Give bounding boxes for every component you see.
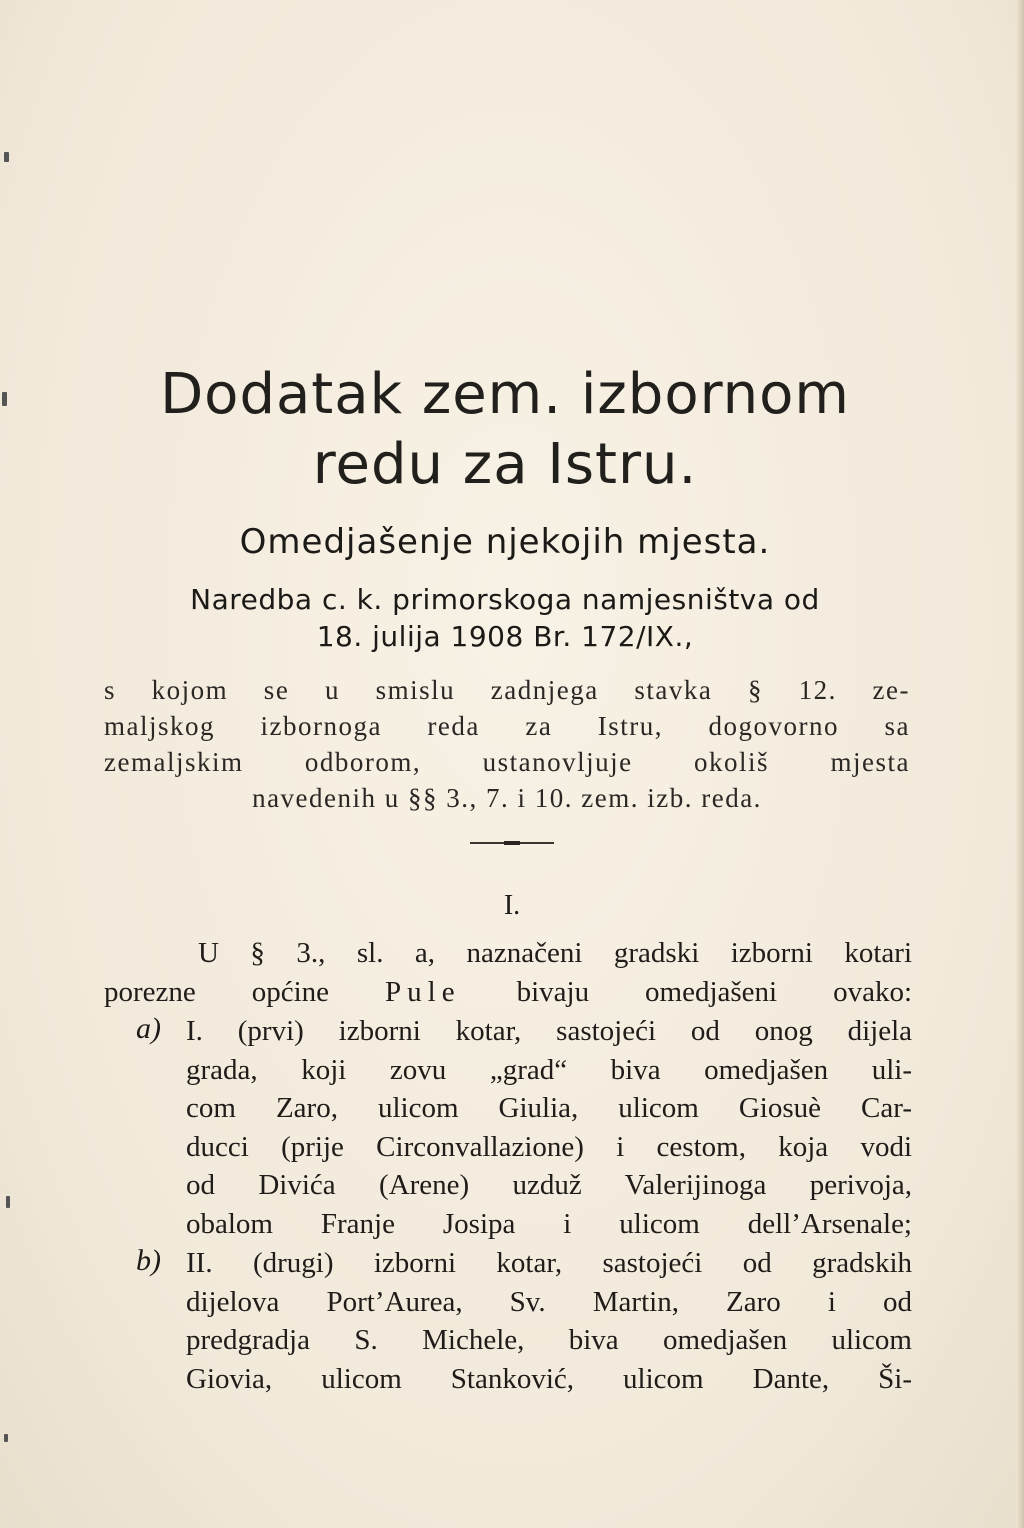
page-edge [1016, 0, 1024, 1528]
item-b-line: predgradja S. Michele, biva omedjašen ulicom [186, 1324, 912, 1357]
item-b-line: II. (drugi) izborni kotar, sastojeći od gradskih [186, 1247, 912, 1279]
margin-mark [4, 152, 9, 162]
margin-mark [4, 1434, 8, 1442]
decree-line-2: 18. julija 1908 Br. 172/IX., [316, 620, 694, 653]
item-a-line: I. (prvi) izborni kotar, sastojeći od onog dijela [186, 1015, 912, 1047]
item-a-paragraph [186, 1012, 912, 1244]
page-title-line-2: redu za Istru. [312, 432, 698, 497]
item-marker-b: b) [136, 1244, 161, 1277]
section-divider [470, 842, 554, 844]
item-a-line: od Divića (Arene) uzduž Valerijinoga perivoja, [186, 1169, 912, 1202]
item-b-paragraph [186, 1244, 912, 1398]
intro-line: maljskog izbornoga reda za Istru, dogovorno sa [104, 711, 910, 741]
page-title-line-1: Dodatak zem. izbornom [160, 362, 850, 427]
opening-line-start: porezne općine [104, 975, 330, 1008]
item-a-line: ducci (prije Circonvallazione) i cestom, koja vodi [186, 1130, 912, 1163]
opening-paragraph [104, 934, 912, 1011]
item-b-line: Giovia, ulicom Stanković, ulicom Dante, Ši- [186, 1362, 912, 1395]
opening-line [104, 973, 912, 1012]
item-marker-a: a) [136, 1012, 161, 1045]
opening-line-end: bivaju omedjašeni ovako: [516, 975, 913, 1008]
item-a-line: grada, koji zovu „grad“ biva omedjašen uli- [186, 1053, 912, 1086]
intro-paragraph [104, 672, 910, 816]
opening-line: U § 3., sl. a, naznačeni gradski izborni kotari [198, 937, 912, 969]
intro-line: navedenih u §§ 3., 7. i 10. zem. izb. reda. [252, 783, 762, 813]
item-a-line: com Zaro, ulicom Giulia, ulicom Giosuè Car- [186, 1092, 912, 1125]
spaced-word-pule: Pule [385, 975, 461, 1008]
item-b-line: dijelova Port’Aurea, Sv. Martin, Zaro i od [186, 1285, 912, 1318]
intro-line: zemaljskim odborom, ustanovljuje okoliš mjesta [104, 747, 910, 777]
item-a-line: obalom Franje Josipa i ulicom dell’Arsenale; [186, 1207, 912, 1240]
section-number: I. [503, 890, 521, 921]
margin-mark [6, 1196, 10, 1208]
decree-line-1: Naredba c. k. primorskoga namjesništva od [190, 583, 820, 616]
intro-line: s kojom se u smislu zadnjega stavka § 12. ze- [104, 675, 910, 705]
page-subtitle: Omedjašenje njekojih mjesta. [239, 522, 771, 562]
